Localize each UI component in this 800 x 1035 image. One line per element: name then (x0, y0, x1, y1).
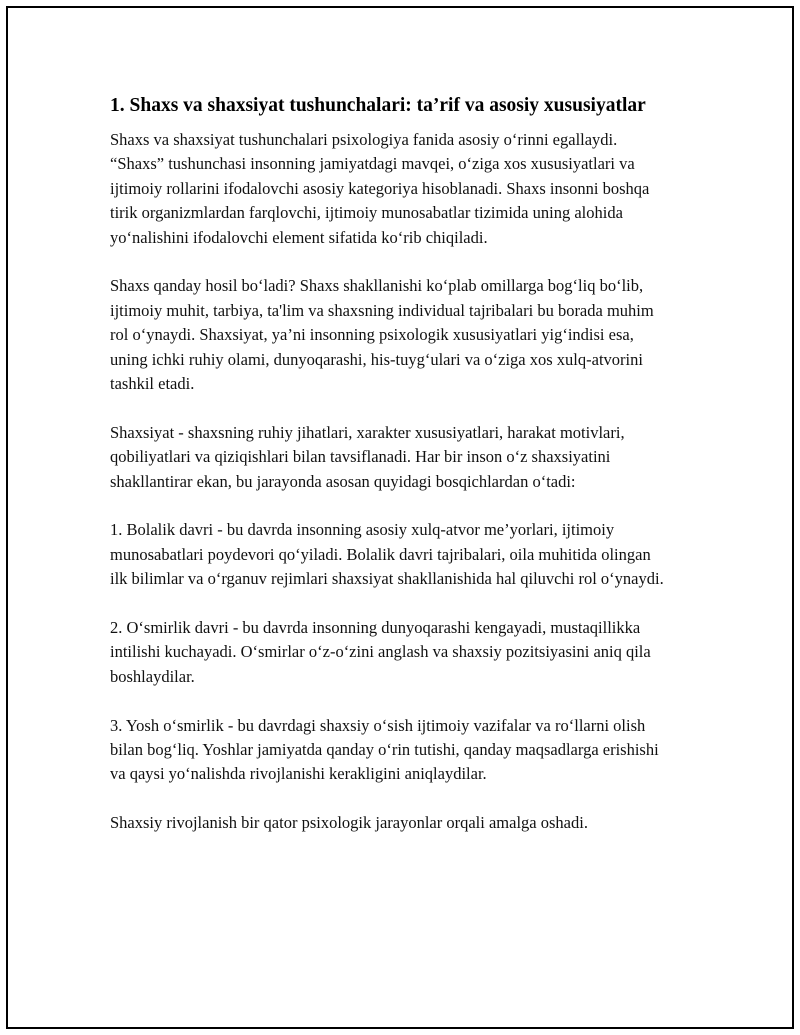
paragraph-stage-youth: 3. Yosh o‘smirlik - bu davrdagi shaxsiy o‘sish ijtimoiy vazifalar va ro‘llarni olish bilan bog‘liq. Yoshlar jamiyatda qanday o‘rin tutishi, qanday maqsadlarga erishishi va qaysi yo‘nalishda rivojlanishi kerakligini aniqlaydilar. (110, 715, 659, 784)
paragraph-stage-childhood: 1. Bolalik davri - bu davrda insonning asosiy xulq-atvor me’yorlari, ijtimoiy munosabatlari poydevori qo‘yiladi. Bolalik davri tajribalari, oila muhitida olingan ilk bilimlar va o‘rganuv rejimlari shaxsiyat shakllanishida hal qiluvchi rol o‘ynaydi. (110, 520, 664, 589)
section-heading: 1. Shaxs va shaxsiyat tushunchalari: ta’rif va asosiy xususiyatlar (110, 95, 646, 116)
paragraph-closing: Shaxsiy rivojlanish bir qator psixologik jarayonlar orqali amalga oshadi. (110, 813, 588, 833)
paragraph-intro: Shaxs va shaxsiyat tushunchalari psixologiya fanida asosiy o‘rinni egallaydi. “Shaxs” tushunchasi insonning jamiyatdagi mavqei, o‘ziga xos xususiyatlari va ijtimoiy rollarini ifodalovchi asosiy kategoriya hisoblanadi. Shaxs insonni boshqa tirik organizmlardan farqlovchi, ijtimoiy munosabatlar tizimida uning alohida yo‘nalishini ifodalovchi element sifatida ko‘rib chiqiladi. (110, 130, 650, 247)
paragraph-stage-adolescence: 2. O‘smirlik davri - bu davrda insonning dunyoqarashi kengayadi, mustaqillikka intilishi kuchayadi. O‘smirlar o‘z-o‘zini anglash va shaxsiy pozitsiyasini aniq qila boshlaydilar. (110, 618, 651, 686)
paragraph-personality: Shaxsiyat - shaxsning ruhiy jihatlari, xarakter xususiyatlari, harakat motivlari, qobiliyatlari va qiziqishlari bilan tavsiflanadi. Har bir inson o‘z shaxsiyatini shakllantirar ekan, bu jarayonda asosan quyidagi bosqichlardan o‘tadi: (110, 422, 625, 491)
document-body (110, 91, 670, 860)
paragraph-formation: Shaxs qanday hosil bo‘ladi? Shaxs shakllanishi ko‘plab omillarga bog‘liq bo‘lib, ijtimoiy muhit, tarbiya, ta'lim va shaxsning individual tajribalari bu borada muhim rol o‘ynaydi. Shaxsiyat, ya’ni insonning psixologik xususiyatlari yig‘indisi esa, uning ichki ruhiy olami, dunyoqarashi, his-tuyg‘ulari va o‘ziga xos xulq-atvorini tashkil etadi. (110, 276, 654, 394)
